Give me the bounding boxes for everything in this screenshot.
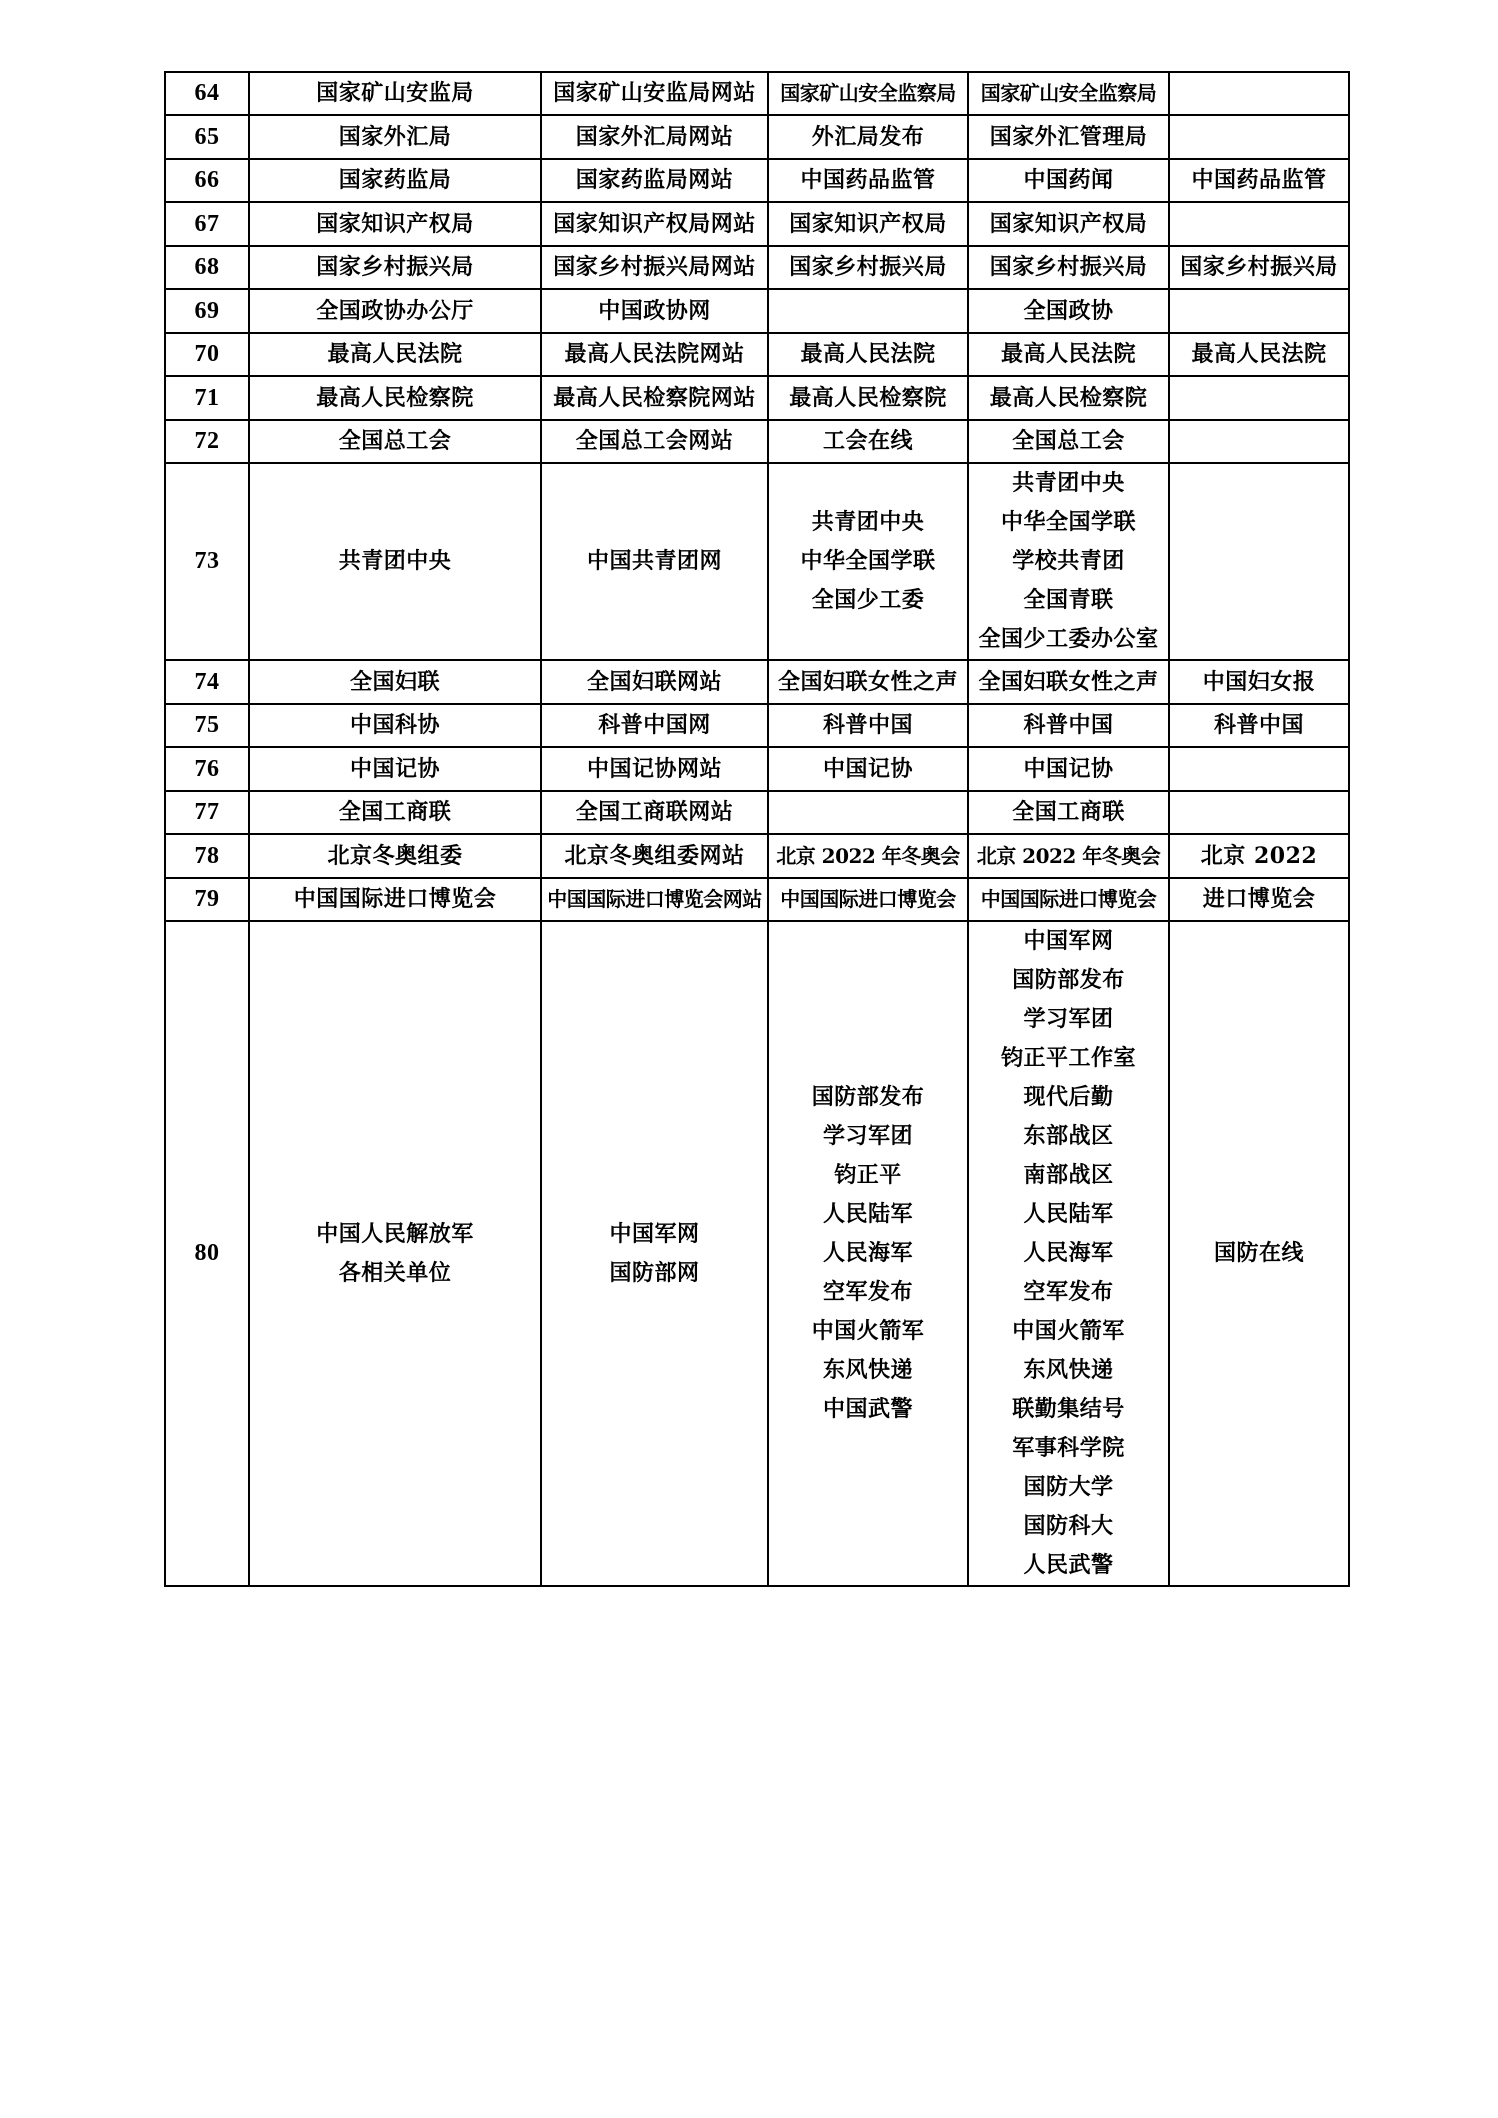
cell-weibo	[768, 115, 968, 159]
cell-website	[541, 878, 768, 921]
row-number: 64	[165, 72, 249, 115]
website-entry: 国家知识产权局网站	[553, 210, 756, 237]
website-entry: 全国妇联网站	[586, 668, 722, 695]
table-row	[165, 202, 1349, 246]
cell-org	[249, 115, 541, 159]
website-entry: 最高人民法院网站	[564, 341, 745, 367]
table-row	[165, 376, 1349, 420]
weibo-entry: 中国记协	[822, 755, 913, 782]
wechat-entry: 联勤集结号	[1012, 1396, 1125, 1422]
wechat-entry: 南部战区	[1023, 1162, 1114, 1188]
cell-org	[249, 921, 541, 1586]
weibo-entry: 中国药品监管	[800, 167, 936, 193]
table-row	[165, 333, 1349, 376]
website-entry: 科普中国网	[598, 712, 711, 738]
cell-other	[1169, 159, 1349, 202]
wechat-entry: 人民海军	[1023, 1240, 1114, 1266]
cell-website	[541, 834, 768, 878]
other-entry: 进口博览会	[1202, 886, 1316, 912]
cell-weibo	[768, 376, 968, 420]
cell-website	[541, 747, 768, 791]
wechat-entry: 人民陆军	[1023, 1201, 1114, 1227]
row-number: 65	[165, 115, 249, 159]
wechat-entry: 国防科大	[1023, 1513, 1114, 1539]
website-entry: 全国工商联网站	[575, 799, 734, 825]
cell-website	[541, 921, 768, 1586]
cell-other	[1169, 660, 1349, 704]
cell-wechat	[968, 660, 1169, 704]
weibo-entry: 国家矿山安全监察局	[780, 81, 956, 105]
website-entry: 中国政协网	[598, 297, 711, 324]
wechat-entry: 国家外汇管理局	[989, 123, 1148, 150]
wechat-entry: 国防大学	[1023, 1474, 1114, 1500]
weibo-entry: 科普中国	[822, 712, 913, 738]
wechat-entry: 东部战区	[1023, 1123, 1114, 1149]
cell-org	[249, 834, 541, 878]
cell-org	[249, 333, 541, 376]
org-entry: 全国工商联	[338, 799, 452, 825]
cell-weibo	[768, 878, 968, 921]
weibo-entry: 北京 2022 年冬奥会	[776, 843, 960, 868]
weibo-entry: 国家乡村振兴局	[789, 254, 947, 280]
other-entry: 国家乡村振兴局	[1180, 254, 1338, 280]
cell-wechat	[968, 704, 1169, 747]
other-entry: 中国药品监管	[1191, 167, 1327, 193]
wechat-entry: 人民武警	[1023, 1552, 1114, 1578]
website-entry: 国家药监局网站	[575, 167, 734, 193]
cell-website	[541, 289, 768, 333]
weibo-entry: 外汇局发布	[811, 123, 925, 150]
cell-org	[249, 420, 541, 463]
table-row	[165, 660, 1349, 704]
cell-weibo	[768, 834, 968, 878]
org-entry: 中国科协	[349, 712, 440, 738]
cell-other	[1169, 72, 1349, 115]
website-entry: 国家乡村振兴局网站	[553, 254, 756, 280]
org-entry: 北京冬奥组委	[327, 842, 463, 869]
wechat-entry: 中国火箭军	[1012, 1318, 1125, 1344]
cell-weibo	[768, 463, 968, 660]
org-entry: 中国记协	[349, 755, 440, 782]
weibo-entry: 全国少工委	[811, 587, 925, 613]
cell-wechat	[968, 289, 1169, 333]
cell-other	[1169, 704, 1349, 747]
cell-website	[541, 791, 768, 834]
cell-wechat	[968, 72, 1169, 115]
cell-weibo	[768, 921, 968, 1586]
table-row	[165, 289, 1349, 333]
org-entry: 国家外汇局	[338, 123, 452, 150]
cell-org	[249, 202, 541, 246]
wechat-entry: 北京 2022 年冬奥会	[976, 843, 1161, 868]
wechat-entry: 中华全国学联	[1000, 509, 1136, 535]
weibo-entry: 中华全国学联	[800, 548, 936, 574]
cell-weibo	[768, 72, 968, 115]
cell-wechat	[968, 333, 1169, 376]
wechat-entry: 国家矿山安全监察局	[980, 81, 1157, 105]
cell-weibo	[768, 289, 968, 333]
wechat-entry: 现代后勤	[1023, 1084, 1114, 1110]
wechat-entry: 全国青联	[1023, 587, 1114, 613]
table-row	[165, 834, 1349, 878]
cell-weibo	[768, 747, 968, 791]
cell-website	[541, 115, 768, 159]
cell-org	[249, 159, 541, 202]
wechat-entry: 学校共青团	[1012, 548, 1125, 574]
wechat-entry: 全国妇联女性之声	[978, 668, 1159, 695]
cell-other	[1169, 376, 1349, 420]
website-entry: 北京冬奥组委网站	[564, 842, 745, 869]
table-row	[165, 159, 1349, 202]
cell-other	[1169, 246, 1349, 289]
cell-org	[249, 878, 541, 921]
org-entry: 国家乡村振兴局	[316, 254, 474, 280]
cell-wechat	[968, 463, 1169, 660]
other-entry: 科普中国	[1213, 712, 1304, 738]
row-number: 75	[165, 704, 249, 747]
table-row	[165, 115, 1349, 159]
cell-org	[249, 660, 541, 704]
wechat-entry: 全国少工委办公室	[978, 626, 1159, 652]
cell-org	[249, 376, 541, 420]
wechat-entry: 全国总工会	[1012, 428, 1125, 454]
table-row	[165, 463, 1349, 660]
cell-website	[541, 376, 768, 420]
row-number: 67	[165, 202, 249, 246]
cell-other	[1169, 202, 1349, 246]
wechat-entry: 全国政协	[1023, 297, 1114, 324]
cell-wechat	[968, 376, 1169, 420]
cell-website	[541, 202, 768, 246]
table-row	[165, 246, 1349, 289]
cell-website	[541, 246, 768, 289]
wechat-entry: 中国军网	[1023, 928, 1114, 954]
table-row	[165, 921, 1349, 1586]
cell-wechat	[968, 115, 1169, 159]
table-row	[165, 420, 1349, 463]
wechat-entry: 钧正平工作室	[1000, 1045, 1136, 1071]
weibo-entry: 最高人民法院	[800, 341, 936, 367]
cell-org	[249, 747, 541, 791]
wechat-entry: 全国工商联	[1012, 799, 1125, 825]
weibo-entry: 人民陆军	[822, 1201, 913, 1227]
website-entry: 中国记协网站	[586, 755, 722, 782]
cell-other	[1169, 834, 1349, 878]
cell-wechat	[968, 791, 1169, 834]
cell-org	[249, 289, 541, 333]
wechat-entry: 空军发布	[1023, 1279, 1114, 1305]
wechat-entry: 中国国际进口博览会	[980, 887, 1157, 911]
wechat-entry: 最高人民检察院	[989, 384, 1148, 411]
cell-org	[249, 246, 541, 289]
table-row	[165, 878, 1349, 921]
org-entry: 最高人民检察院	[316, 384, 474, 411]
table-row	[165, 704, 1349, 747]
row-number: 76	[165, 747, 249, 791]
cell-wechat	[968, 878, 1169, 921]
cell-wechat	[968, 246, 1169, 289]
cell-other	[1169, 289, 1349, 333]
cell-website	[541, 704, 768, 747]
cell-weibo	[768, 333, 968, 376]
cell-other	[1169, 878, 1349, 921]
weibo-entry: 钧正平	[834, 1162, 902, 1188]
cell-website	[541, 660, 768, 704]
cell-website	[541, 333, 768, 376]
row-number: 73	[165, 463, 249, 660]
website-entry: 最高人民检察院网站	[553, 384, 756, 411]
org-entry: 全国总工会	[338, 428, 452, 454]
org-entry: 全国妇联	[349, 668, 440, 695]
row-number: 78	[165, 834, 249, 878]
wechat-entry: 中国药闻	[1023, 167, 1114, 193]
table-row	[165, 791, 1349, 834]
table-row	[165, 72, 1349, 115]
cell-other	[1169, 747, 1349, 791]
table-row	[165, 747, 1349, 791]
cell-org	[249, 791, 541, 834]
org-entry: 中国人民解放军	[316, 1220, 474, 1247]
wechat-entry: 共青团中央	[1012, 470, 1125, 496]
weibo-entry: 全国妇联女性之声	[777, 668, 958, 695]
cell-weibo	[768, 420, 968, 463]
cell-weibo	[768, 246, 968, 289]
row-number: 79	[165, 878, 249, 921]
cell-website	[541, 463, 768, 660]
row-number: 68	[165, 246, 249, 289]
cell-weibo	[768, 159, 968, 202]
row-number: 71	[165, 376, 249, 420]
weibo-entry: 国家知识产权局	[789, 210, 947, 237]
weibo-entry: 工会在线	[822, 428, 913, 454]
wechat-entry: 国防部发布	[1012, 967, 1125, 993]
wechat-entry: 东风快递	[1023, 1357, 1114, 1383]
other-entry: 最高人民法院	[1191, 341, 1327, 367]
weibo-entry: 学习军团	[822, 1123, 913, 1149]
weibo-entry: 共青团中央	[811, 509, 925, 535]
cell-website	[541, 72, 768, 115]
row-number: 77	[165, 791, 249, 834]
weibo-entry: 东风快递	[822, 1357, 913, 1383]
wechat-entry: 国家知识产权局	[989, 210, 1148, 237]
row-number: 80	[165, 921, 249, 1586]
other-entry: 中国妇女报	[1202, 668, 1316, 695]
weibo-entry: 中国武警	[822, 1396, 913, 1422]
cell-other	[1169, 463, 1349, 660]
cell-website	[541, 159, 768, 202]
row-number: 66	[165, 159, 249, 202]
weibo-entry: 空军发布	[822, 1279, 913, 1305]
org-entry: 国家药监局	[338, 167, 452, 193]
cell-weibo	[768, 704, 968, 747]
row-number: 70	[165, 333, 249, 376]
org-entry: 全国政协办公厅	[316, 297, 474, 324]
row-number: 69	[165, 289, 249, 333]
weibo-entry: 中国火箭军	[811, 1318, 925, 1344]
cell-org	[249, 463, 541, 660]
weibo-entry: 中国国际进口博览会	[780, 887, 956, 911]
cell-wechat	[968, 159, 1169, 202]
weibo-entry: 人民海军	[822, 1240, 913, 1266]
cell-wechat	[968, 834, 1169, 878]
cell-other	[1169, 115, 1349, 159]
org-entry: 共青团中央	[338, 548, 452, 574]
website-entry: 中国国际进口博览会网站	[547, 887, 762, 911]
wechat-entry: 最高人民法院	[1000, 341, 1136, 367]
wechat-entry: 国家乡村振兴局	[989, 254, 1148, 280]
other-entry: 国防在线	[1213, 1240, 1304, 1266]
cell-org	[249, 72, 541, 115]
cell-org	[249, 704, 541, 747]
cell-wechat	[968, 202, 1169, 246]
cell-website	[541, 420, 768, 463]
cell-other	[1169, 420, 1349, 463]
cell-wechat	[968, 420, 1169, 463]
org-entry: 各相关单位	[338, 1259, 452, 1286]
website-entry: 中国军网	[609, 1220, 700, 1247]
cell-wechat	[968, 747, 1169, 791]
accounts-table	[164, 71, 1350, 1587]
wechat-entry: 中国记协	[1023, 755, 1114, 782]
cell-other	[1169, 333, 1349, 376]
org-entry: 最高人民法院	[327, 341, 463, 367]
website-entry: 中国共青团网	[586, 548, 722, 574]
row-number: 72	[165, 420, 249, 463]
cell-weibo	[768, 202, 968, 246]
website-entry: 国家外汇局网站	[575, 123, 734, 150]
website-entry: 国家矿山安监局网站	[553, 80, 756, 106]
wechat-entry: 学习军团	[1023, 1006, 1114, 1032]
table-body	[165, 72, 1349, 1586]
cell-other	[1169, 791, 1349, 834]
website-entry: 国防部网	[609, 1259, 700, 1286]
org-entry: 中国国际进口博览会	[293, 886, 497, 912]
wechat-entry: 军事科学院	[1012, 1435, 1125, 1461]
other-entry: 北京 2022	[1200, 842, 1318, 869]
org-entry: 国家知识产权局	[316, 210, 474, 237]
cell-weibo	[768, 791, 968, 834]
cell-wechat	[968, 921, 1169, 1586]
row-number: 74	[165, 660, 249, 704]
cell-weibo	[768, 660, 968, 704]
cell-other	[1169, 921, 1349, 1586]
org-entry: 国家矿山安监局	[316, 80, 474, 106]
weibo-entry: 国防部发布	[811, 1084, 925, 1110]
website-entry: 全国总工会网站	[575, 428, 734, 454]
weibo-entry: 最高人民检察院	[789, 384, 947, 411]
wechat-entry: 科普中国	[1023, 712, 1114, 738]
